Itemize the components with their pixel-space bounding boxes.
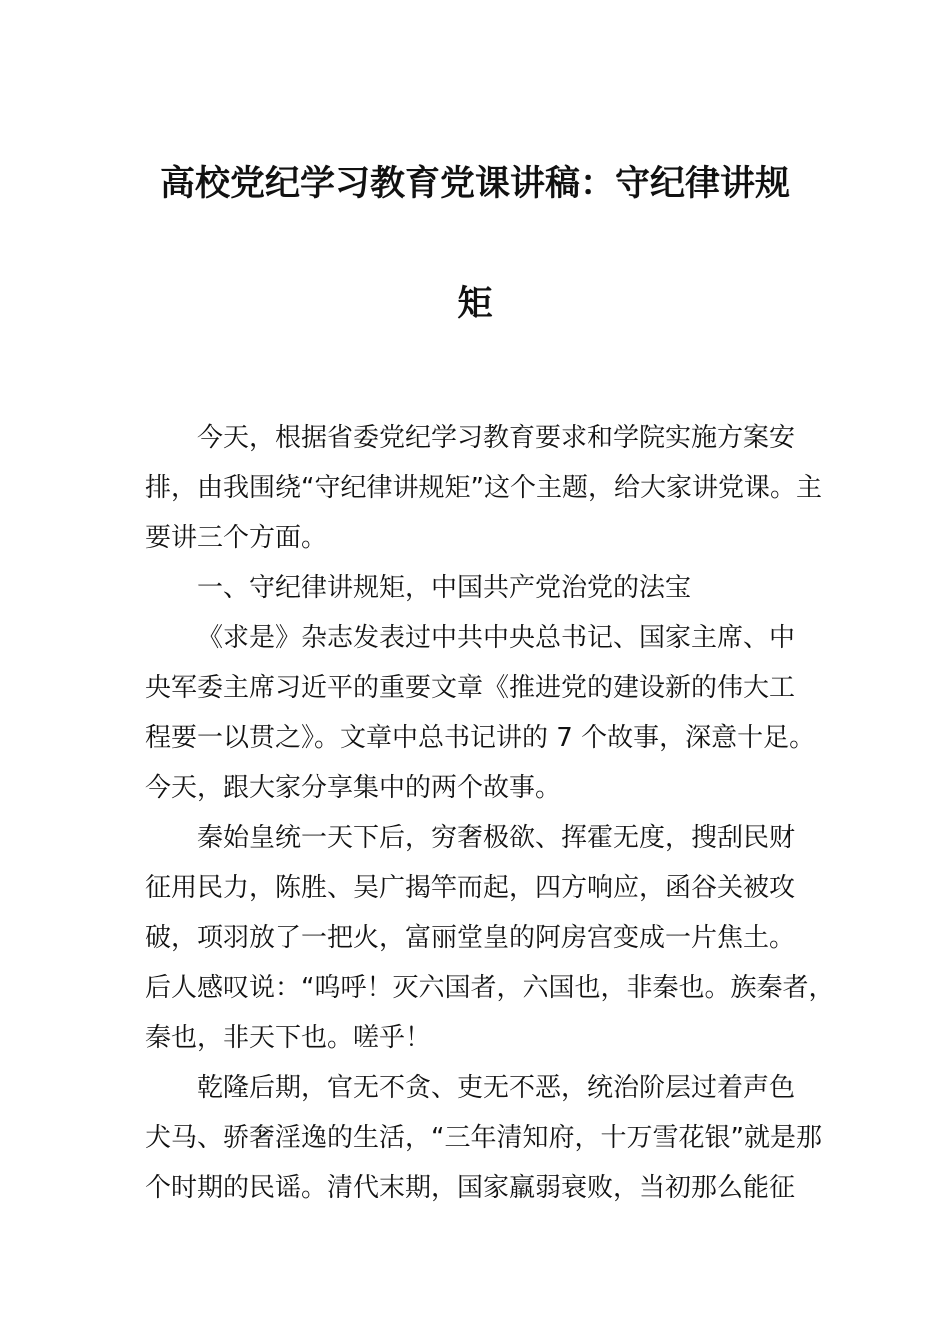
- paragraph-line: 《求是》杂志发表过中共中央总书记、国家主席、中: [197, 623, 796, 653]
- paragraph-line: 秦也，非天下也。嗟乎！: [145, 1023, 432, 1053]
- paragraph-line: 今天，根据省委党纪学习教育要求和学院实施方案安: [197, 423, 796, 453]
- paragraph-line: 征用民力，陈胜、吴广揭竿而起，四方响应，函谷关被攻: [145, 873, 796, 903]
- document-title-line-2: 矩: [457, 284, 493, 324]
- paragraph-line: 程要一以贯之》。文章中总书记讲的 7 个故事，深意十足。: [145, 723, 816, 753]
- paragraph-line: 央军委主席习近平的重要文章《推进党的建设新的伟大工: [145, 673, 796, 703]
- document-title-line-1: 高校党纪学习教育党课讲稿：守纪律讲规: [159, 164, 790, 204]
- paragraph-line: 破，项羽放了一把火，富丽堂皇的阿房宫变成一片焦土。: [145, 923, 796, 953]
- paragraph-line: 要讲三个方面。: [145, 523, 328, 553]
- paragraph-line: 乾隆后期，官无不贪、吏无不恶，统治阶层过着声色: [197, 1073, 796, 1103]
- paragraph-line: 秦始皇统一天下后，穷奢极欲、挥霍无度，搜刮民财: [197, 823, 796, 853]
- paragraph-line: 个时期的民谣。清代末期，国家羸弱衰败，当初那么能征: [145, 1173, 796, 1203]
- paragraph-line: 今天，跟大家分享集中的两个故事。: [145, 773, 562, 803]
- paragraph-line: 犬马、骄奢淫逸的生活，“三年清知府，十万雪花银”就是那: [145, 1123, 822, 1153]
- section-heading: 一、守纪律讲规矩，中国共产党治党的法宝: [197, 573, 692, 603]
- paragraph-line: 后人感叹说：“呜呼！灭六国者，六国也，非秦也。族秦者，: [145, 973, 835, 1003]
- paragraph-line: 排，由我围绕“守纪律讲规矩”这个主题，给大家讲党课。主: [145, 473, 822, 503]
